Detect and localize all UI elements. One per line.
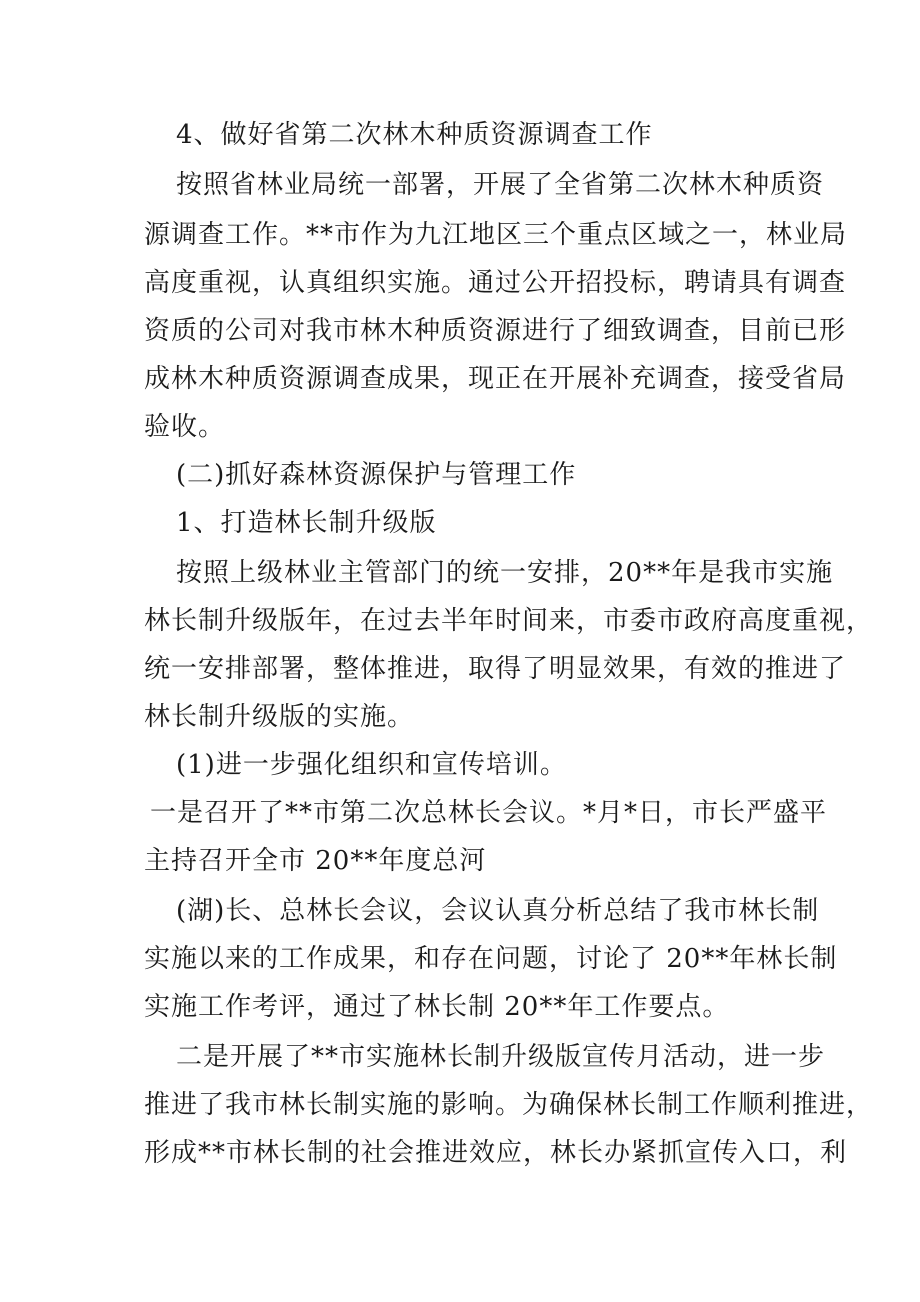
paragraph-line: 主持召开全市 20**年度总河 <box>144 846 487 876</box>
heading-section-4: 4、做好省第二次林木种质资源调查工作 <box>176 120 653 150</box>
heading-item-1: (1)进一步强化组织和宣传培训。 <box>176 750 567 780</box>
paragraph-line: 验收。 <box>144 412 226 442</box>
paragraph-line: 一是召开了**市第二次总林长会议。*月*日，市长严盛平 <box>150 798 828 828</box>
heading-subsection-1: 1、打造林长制升级版 <box>176 508 437 538</box>
paragraph-line: 按照上级林业主管部门的统一安排，20**年是我市实施 <box>176 558 834 588</box>
paragraph-line: 成林木种质资源调查成果，现正在开展补充调查，接受省局 <box>144 364 847 394</box>
paragraph-line: 林长制升级版年，在过去半年时间来，市委市政府高度重视， <box>144 606 874 636</box>
paragraph-line: 按照省林业局统一部署，开展了全省第二次林木种质资 <box>176 170 825 200</box>
paragraph-line: 统一安排部署，整体推进，取得了明显效果，有效的推进了 <box>144 654 847 684</box>
paragraph-line: 高度重视，认真组织实施。通过公开招投标，聘请具有调查 <box>144 268 847 298</box>
paragraph-line: 源调查工作。**市作为九江地区三个重点区域之一，林业局 <box>144 220 848 250</box>
paragraph-line: 形成**市林长制的社会推进效应，林长办紧抓宣传入口，利 <box>144 1138 848 1168</box>
paragraph-line: 二是开展了**市实施林长制升级版宣传月活动，进一步 <box>176 1042 826 1072</box>
paragraph-line: (湖)长、总林长会议，会议认真分析总结了我市林长制 <box>176 896 820 926</box>
paragraph-line: 推进了我市林长制实施的影响。为确保林长制工作顺利推进， <box>144 1090 874 1120</box>
paragraph-line: 实施工作考评，通过了林长制 20**年工作要点。 <box>144 992 730 1022</box>
paragraph-line: 林长制升级版的实施。 <box>144 702 415 732</box>
paragraph-line: 实施以来的工作成果，和存在问题，讨论了 20**年林长制 <box>144 944 838 974</box>
paragraph-line: 资质的公司对我市林木种质资源进行了细致调查，目前已形 <box>144 316 847 346</box>
heading-section-2: (二)抓好森林资源保护与管理工作 <box>176 460 577 490</box>
